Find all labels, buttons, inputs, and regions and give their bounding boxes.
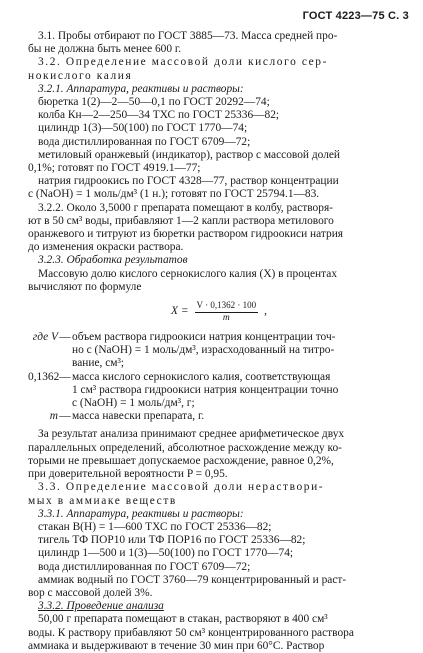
definition-symbol [28, 397, 58, 410]
formula-lhs: X = [171, 305, 189, 318]
para-3-2-2-line3: оранжевого и титруют из бюретки раствором гидроокиси натрия [28, 228, 344, 241]
equipment-item-flask: колба Кн—2—250—34 ТХС по ГОСТ 25336—82; [38, 109, 280, 122]
para-3-2-2-line1: 3.2.2. Около 3,5000 г препарата помещают в колбу, растворя- [38, 201, 333, 214]
equipment-item-cylinders: цилиндр 1—500 и 1(3)—50(100) по ГОСТ 1770—74; [38, 547, 294, 560]
equipment-item-naoh-line1: натрия гидроокись по ГОСТ 4328—77, раствор концентрации [38, 175, 339, 188]
formula-numerator: V · 0,1362 · 100 [195, 300, 259, 313]
equipment-item-water: вода дистиллированная по ГОСТ 6709—72; [38, 135, 251, 148]
equipment-item-beaker: стакан В(Н) = 1—600 ТХС по ГОСТ 25336—82; [38, 520, 272, 533]
formula-tail: , [264, 305, 267, 318]
formula-fraction [195, 300, 259, 324]
para-result-line1: За результат анализа принимают среднее арифметическое двух [38, 428, 345, 441]
definition-symbol [28, 357, 58, 370]
para-3-1-line1: 3.1. Пробы отбирают по ГОСТ 3885—73. Масса средней про- [38, 30, 338, 42]
definition-text: но с (NaOH) = 1 моль/дм³, израсходованный на титро- [72, 344, 335, 357]
definition-symbol: 0,1362 [28, 370, 60, 383]
para-3-2-2-line2: ют в 50 см³ воды, прибавляют 1—2 капли раствора метилового [28, 214, 334, 227]
definition-dash: — [59, 410, 71, 423]
subsection-3-2-1-heading: 3.2.1. Аппаратура, реактивы и растворы: [38, 82, 244, 95]
definition-symbol: m [49, 410, 58, 423]
para-formula-intro-line2: вычисляют по формуле [28, 280, 142, 293]
document-body [28, 30, 410, 653]
definition-dash [58, 397, 72, 410]
para-3-2-2-line4: до изменения окраски раствора. [28, 241, 184, 254]
formula-definitions [28, 331, 410, 423]
subsection-3-3-1-heading: 3.3.1. Аппаратура, реактивы и растворы: [38, 507, 244, 520]
equipment-item-burette: бюретка 1(2)—2—50—0,1 по ГОСТ 20292—74; [38, 96, 270, 109]
definition-row [28, 397, 410, 410]
definition-text: вание, см³; [72, 357, 125, 370]
definition-row [28, 371, 410, 384]
para-result-line4: при доверительной вероятности P = 0,95. [28, 468, 228, 481]
section-3-2-heading-line2: нокислого калия [28, 69, 133, 82]
para-formula-intro-line1: Массовую долю кислого сернокислого калия (X) в процентах [38, 267, 338, 280]
definition-text: масса кислого сернокислого калия, соответствующая [72, 370, 331, 383]
section-3-3-heading-line2: мых в аммиаке веществ [28, 494, 177, 507]
equipment-item-ammonia-line1: аммиак водный по ГОСТ 3760—79 концентрированный и раст- [38, 573, 347, 586]
definition-text: с (NaOH) = 1 моль/дм³, г; [72, 397, 195, 410]
equipment-item-naoh-line2: с (NaOH) = 1 моль/дм³ (1 н.); готовят по ГОСТ 25794.1—83. [28, 188, 320, 201]
para-result-line2: параллельных определений, абсолютное расхождение между ко- [28, 441, 342, 454]
definition-row [28, 357, 410, 370]
subsection-3-3-2-heading: 3.3.2. Проведение анализа [38, 600, 164, 613]
definition-symbol [28, 384, 58, 397]
definition-symbol [28, 344, 58, 357]
definition-dash: — [59, 370, 71, 383]
definition-row [28, 344, 410, 357]
definition-dash [58, 384, 72, 397]
para-3-3-2-line2: воды. К раствору прибавляют 50 см³ концентрированного раствора [28, 626, 354, 639]
definition-row [28, 410, 410, 423]
equipment-item-ammonia-line2: вор с массовой долей 3%. [28, 586, 153, 599]
para-3-1-line2: бы не должна быть менее 600 г. [28, 43, 182, 56]
para-result-line3: торыми не превышает допускаемое расхождение, равное 0,2%, [28, 454, 334, 467]
definition-text: масса навески препарата, г. [72, 410, 205, 423]
equipment-item-water-2: вода дистиллированная по ГОСТ 6709—72; [38, 560, 251, 573]
definition-text: 1 см³ раствора гидроокиси натрия концентрации точно [72, 383, 339, 396]
section-3-2-heading-line1: 3.2. Определение массовой доли кислого сер- [38, 56, 328, 69]
definition-symbol: где V [32, 331, 58, 344]
definition-row [28, 331, 410, 344]
equipment-item-indicator-line2: 0,1%; готовят по ГОСТ 4919.1—77; [28, 162, 201, 175]
formula [28, 300, 410, 324]
subsection-3-2-3-heading: 3.2.3. Обработка результатов [38, 254, 188, 267]
section-3-3-heading-line1: 3.3. Определение массовой доли нераствори- [38, 481, 325, 494]
formula-denominator: m [222, 313, 230, 324]
definition-dash [58, 344, 72, 357]
para-3-3-2-line1: 50,00 г препарата помещают в стакан, растворяют в 400 см³ [38, 613, 328, 626]
definition-text: объем раствора гидроокиси натрия концентрации точ- [72, 331, 336, 344]
equipment-item-cylinder: цилиндр 1(3)—50(100) по ГОСТ 1770—74; [38, 122, 248, 135]
definition-dash [58, 357, 72, 370]
equipment-item-crucible: тигель ТФ ПОР10 или ТФ ПОР16 по ГОСТ 25336—82; [38, 534, 306, 547]
definition-dash: — [59, 331, 71, 344]
equipment-item-indicator-line1: метиловый оранжевый (индикатор), раствор с массовой долей [38, 148, 341, 161]
definition-row [28, 384, 410, 397]
para-3-3-2-line3: аммиака и выдерживают в течение 30 мин при 60°С. Раствор [28, 639, 325, 652]
page-header: ГОСТ 4223—75 С. 3 [302, 10, 409, 22]
